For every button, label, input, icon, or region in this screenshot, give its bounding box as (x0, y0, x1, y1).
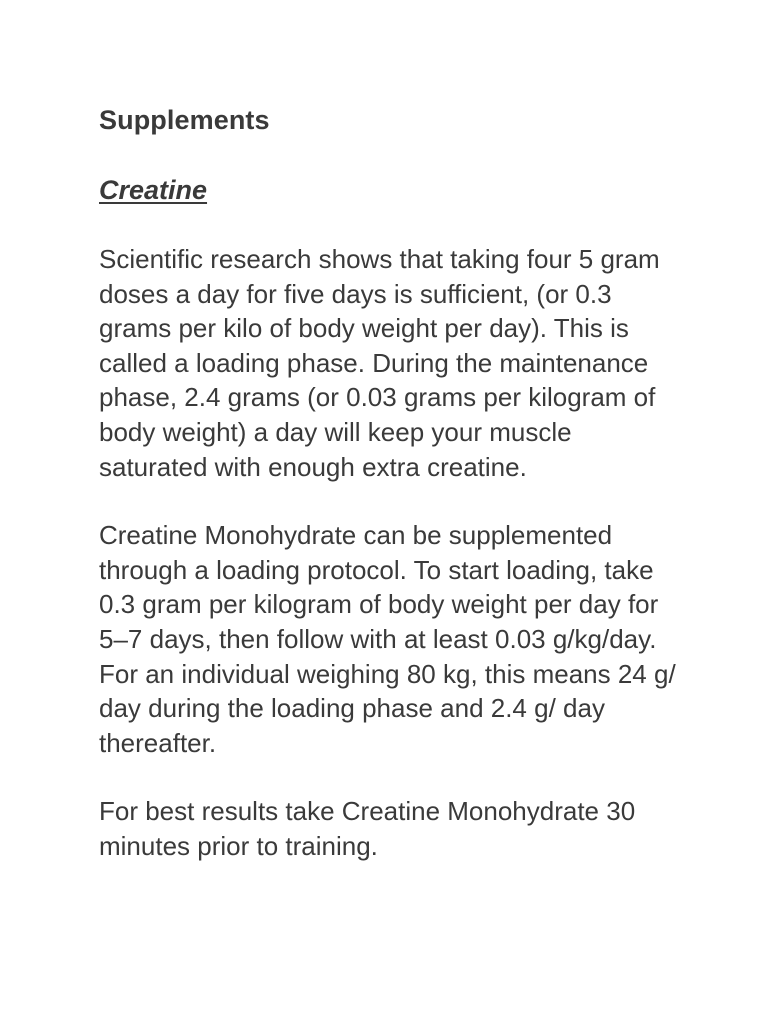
paragraph-research: Scientific research shows that taking four 5 gram doses a day for five days is sufficient, (or 0.3 grams per kilo of body weight per day). This is called a loading phase. During the maintenance phase, 2.4 grams (or 0.03 grams per kilogram of body weight) a day will keep your muscle saturated with enough extra creatine. (99, 244, 660, 482)
paragraph-loading-protocol: Creatine Monohydrate can be supplemented through a loading protocol. To start loading, take 0.3 gram per kilogram of body weight per day for 5–7 days, then follow with at least 0.03 g/kg/day. For an individual weighing 80 kg, this means 24 g/ day during the loading phase and 2.4 g/ day thereafter. (99, 520, 676, 758)
section-heading: Supplements (99, 105, 270, 135)
subsection-heading: Creatine (99, 175, 208, 205)
document-body (99, 102, 679, 864)
paragraph-timing: For best results take Creatine Monohydrate 30 minutes prior to training. (99, 796, 636, 861)
